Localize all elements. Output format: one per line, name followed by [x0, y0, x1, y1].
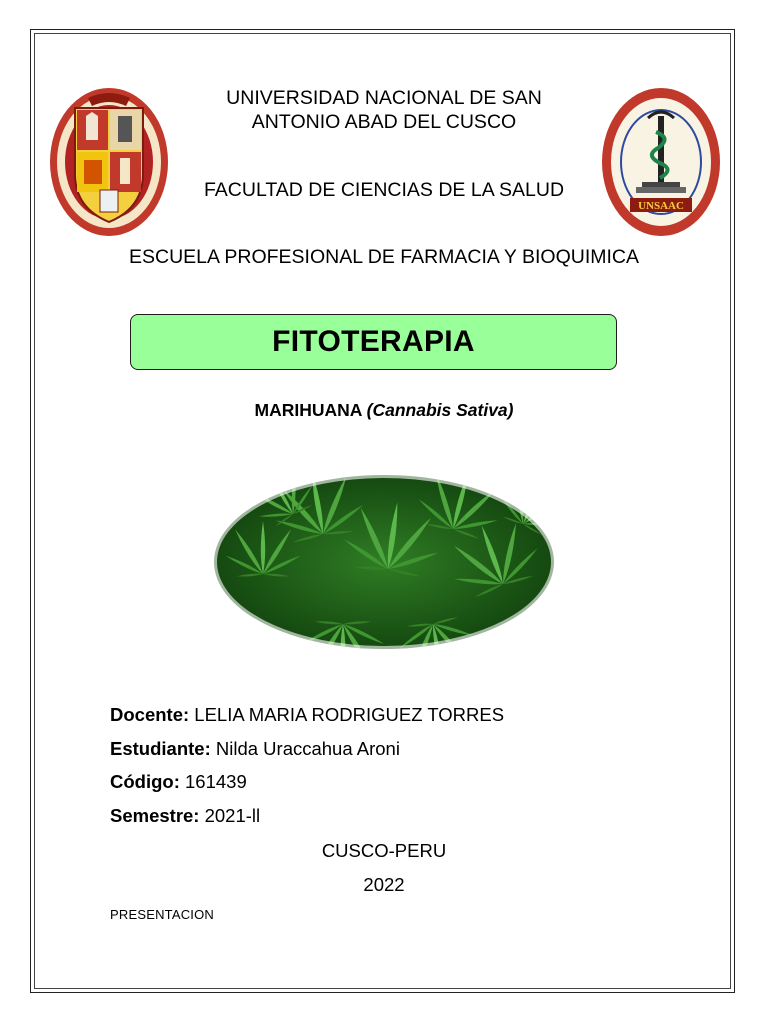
plant-common-name: MARIHUANA	[254, 400, 362, 420]
title-box	[130, 314, 617, 370]
university-name	[0, 86, 768, 134]
university-line-2: ANTONIO ABAD DEL CUSCO	[251, 111, 517, 133]
section-heading-presentacion: PRESENTACION	[110, 907, 215, 922]
estudiante-row	[110, 738, 400, 760]
city: CUSCO-PERU	[321, 840, 447, 861]
estudiante-label: Estudiante:	[110, 738, 211, 759]
codigo-row	[110, 771, 247, 793]
docente-label: Docente:	[110, 704, 190, 725]
document-title: FITOTERAPIA	[272, 325, 475, 358]
estudiante-value: Nilda Uraccahua Aroni	[215, 738, 400, 759]
semestre-value: 2021-ll	[204, 805, 261, 826]
codigo-value: 161439	[185, 771, 247, 792]
plant-scientific-name: (Cannabis Sativa)	[366, 400, 514, 420]
docente-row	[110, 704, 504, 726]
docente-value: LELIA MARIA RODRIGUEZ TORRES	[194, 704, 505, 725]
cannabis-leaves-image	[213, 474, 555, 655]
year: 2022	[363, 874, 405, 895]
plant-name	[0, 400, 768, 421]
university-line-1: UNIVERSIDAD NACIONAL DE SAN	[226, 87, 542, 109]
faculty-name: FACULTAD DE CIENCIAS DE LA SALUD	[203, 179, 565, 201]
semestre-row	[110, 805, 260, 827]
semestre-label: Semestre:	[110, 805, 200, 826]
svg-text:UNSAAC: UNSAAC	[638, 200, 684, 212]
school-name: ESCUELA PROFESIONAL DE FARMACIA Y BIOQUIMICA	[128, 246, 640, 268]
codigo-label: Código:	[110, 771, 180, 792]
